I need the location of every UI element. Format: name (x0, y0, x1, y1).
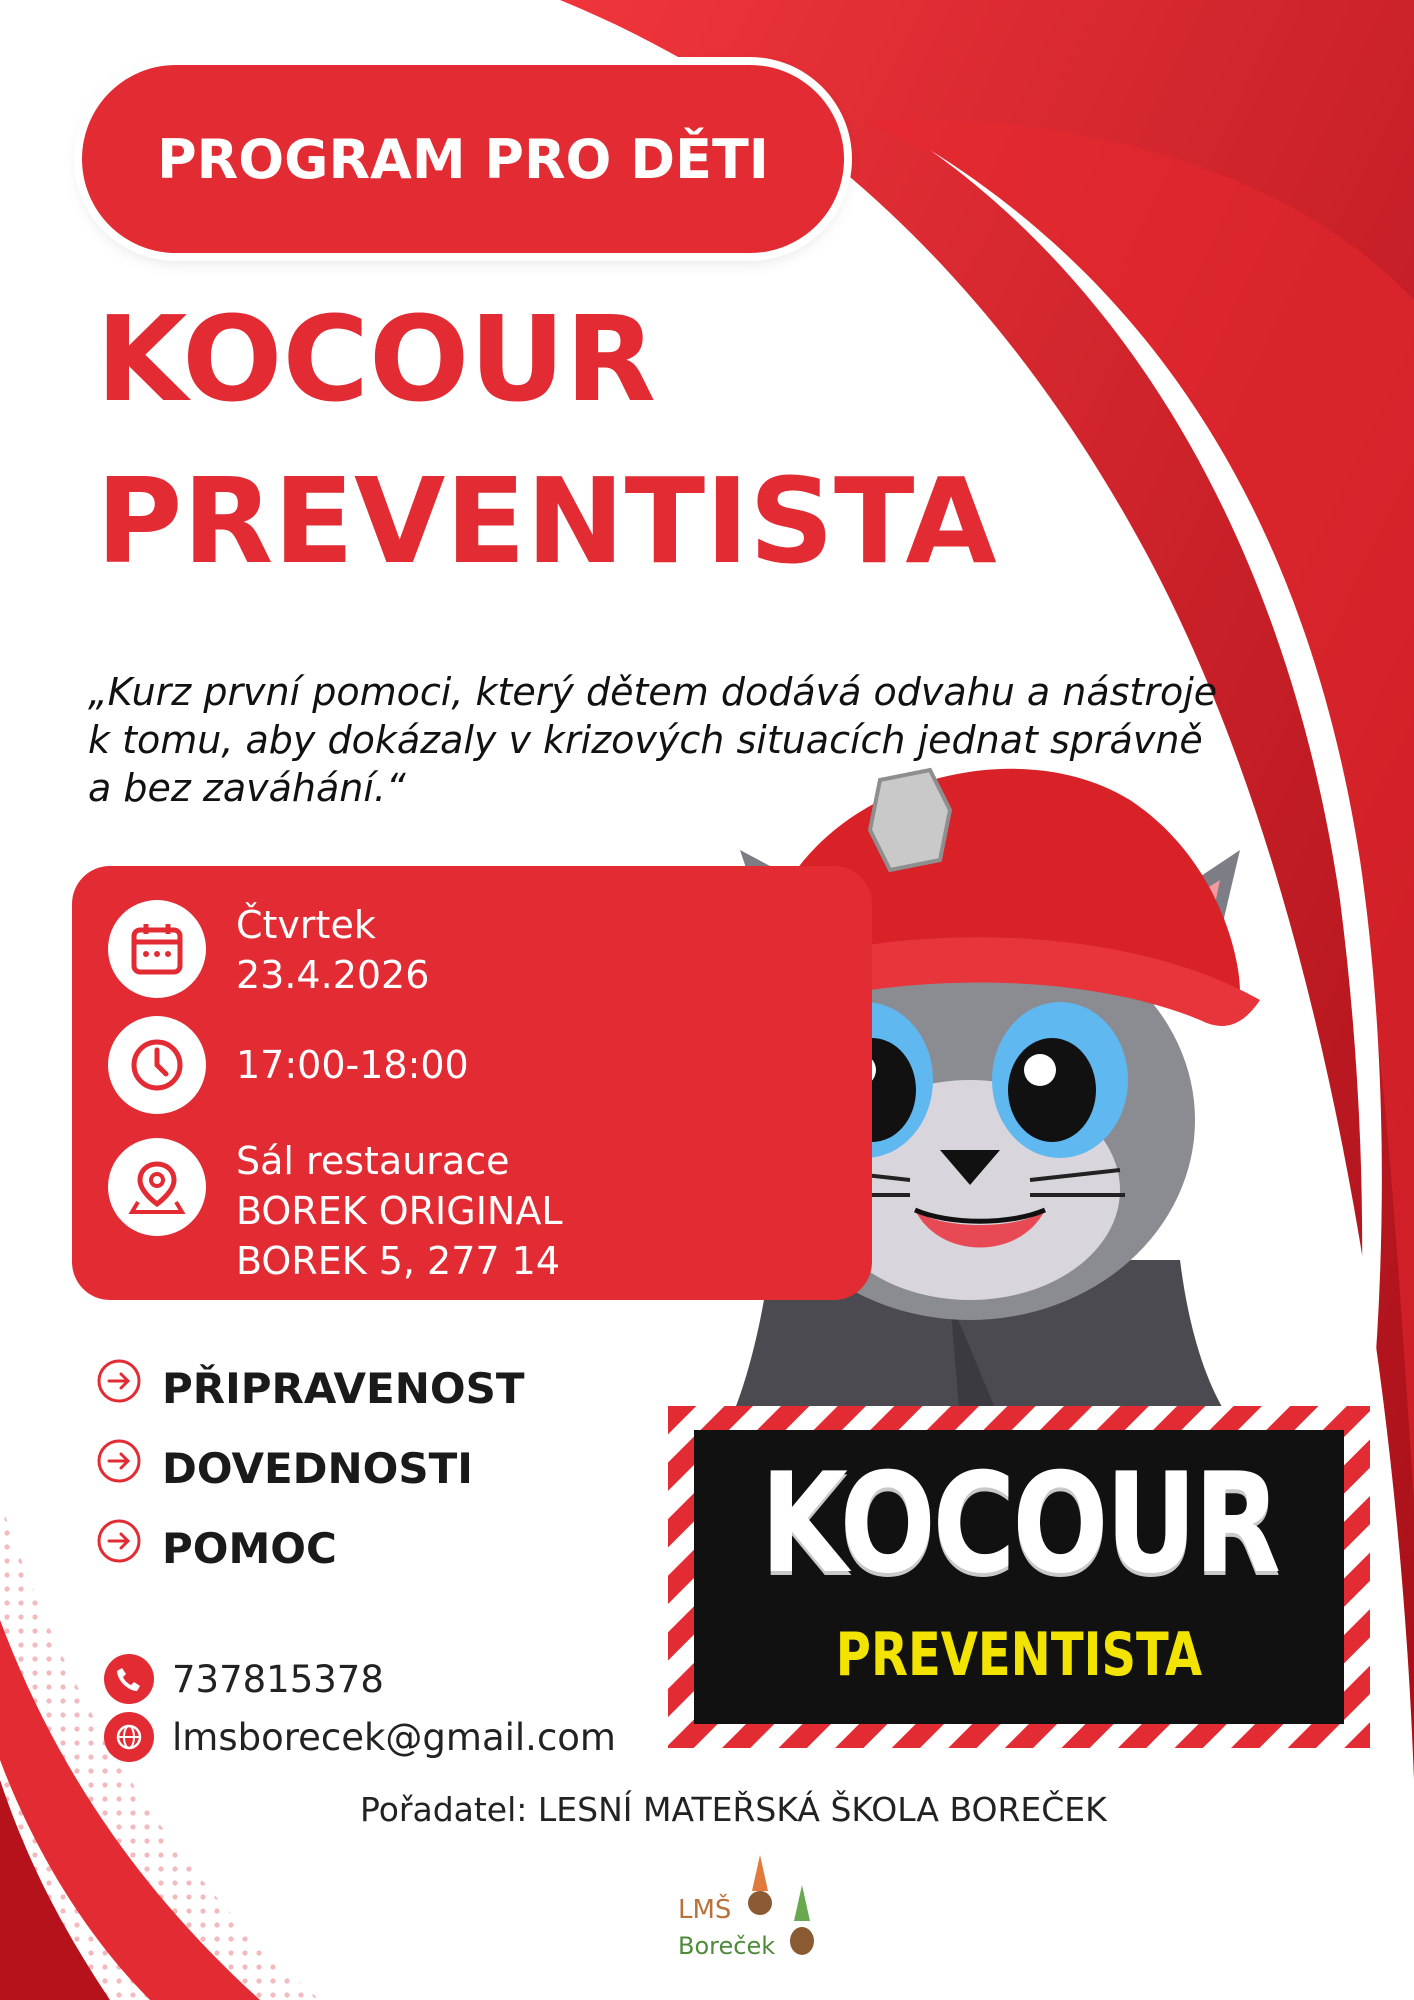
email-address: lmsborecek@gmail.com (172, 1715, 616, 1759)
arrow-right-circle-icon (96, 1438, 142, 1484)
bullet-label: PŘIPRAVENOST (162, 1364, 525, 1413)
event-date: 23.4.2026 (236, 953, 430, 997)
event-time: 17:00-18:00 (236, 1043, 469, 1087)
title-line-2: PREVENTISTA (96, 452, 997, 590)
title-line-1: KOCOUR (96, 290, 657, 428)
list-item (96, 1508, 524, 1588)
time-row (108, 1016, 469, 1114)
quote-text: „Kurz první pomoci, který dětem dodává odvahu a nástroje k tomu, aby dokázaly v krizových situacích jednat správně a bez zaváhání.“ (88, 670, 1218, 810)
phone-number: 737815378 (172, 1657, 384, 1701)
program-badge (82, 65, 844, 253)
organizer-text: Pořadatel: LESNÍ MATEŘSKÁ ŠKOLA BOREČEK (360, 1790, 1107, 1829)
globe-icon (104, 1712, 154, 1762)
clock-icon (108, 1016, 206, 1114)
bullet-label: POMOC (162, 1524, 337, 1573)
time-text (236, 1040, 469, 1090)
bullet-list (96, 1348, 524, 1588)
logo-line-1: LMŠ (678, 1895, 732, 1925)
contact-phone (104, 1654, 384, 1704)
venue-line-2: BOREK ORIGINAL (236, 1189, 563, 1233)
list-item (96, 1428, 524, 1508)
event-details-box (72, 866, 872, 1300)
phone-icon (104, 1654, 154, 1704)
venue-line-3: BOREK 5, 277 14 (236, 1239, 561, 1283)
bullet-label: DOVEDNOSTI (162, 1444, 473, 1493)
arrow-right-circle-icon (96, 1358, 142, 1404)
calendar-icon (108, 900, 206, 998)
venue-line-1: Sál restaurace (236, 1139, 510, 1183)
list-item (96, 1348, 524, 1428)
date-row (108, 900, 429, 1000)
program-badge-label: PROGRAM PRO DĚTI (157, 127, 769, 191)
sign-line-2: PREVENTISTA (835, 1620, 1203, 1690)
sign-line-1: KOCOUR (760, 1443, 1278, 1604)
event-day: Čtvrtek (236, 903, 376, 947)
date-text (236, 900, 429, 1000)
venue-row (108, 1138, 563, 1286)
venue-text (236, 1136, 563, 1286)
contact-email (104, 1712, 616, 1762)
arrow-right-circle-icon (96, 1518, 142, 1564)
logo-line-2: Boreček (678, 1932, 776, 1960)
location-pin-icon (108, 1138, 206, 1236)
